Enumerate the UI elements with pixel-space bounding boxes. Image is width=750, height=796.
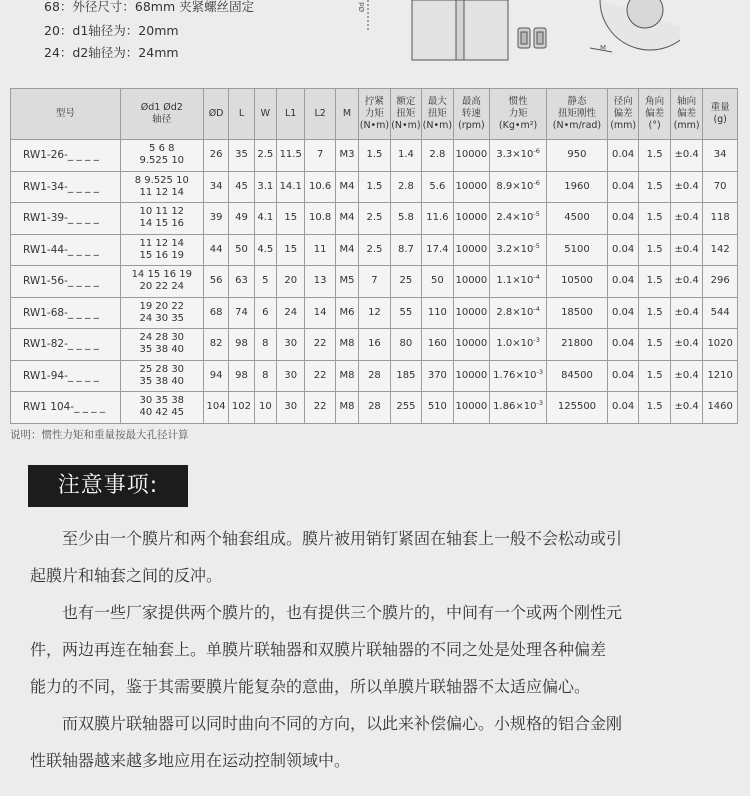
cell-m: M4 — [335, 171, 358, 203]
bore-size-line: 5 6 8 — [149, 143, 175, 155]
cell-l2: 13 — [305, 266, 335, 298]
cell-model: RW1-94-_ _ _ _ — [11, 360, 121, 392]
cell-axial-deviation: ±0.4 — [670, 392, 702, 424]
cell-od: 44 — [203, 234, 228, 266]
spec-d2-bore: 24：d2轴径为：24mm — [44, 45, 179, 60]
bore-size-line: 9.525 10 — [139, 155, 185, 167]
spec-d1-bore: 20：d1轴径为：20mm — [44, 23, 179, 38]
coupling-drawing — [350, 0, 680, 88]
header-m: M — [335, 89, 358, 140]
cell-l1: 30 — [276, 392, 304, 424]
cell-model: RW1-68-_ _ _ _ — [11, 297, 121, 329]
table-row — [11, 297, 738, 329]
cell-static-stiffness: 1960 — [547, 171, 608, 203]
cell-max-speed: 10000 — [453, 171, 490, 203]
bore-size-line: 30 35 38 — [139, 395, 185, 407]
cell-l2: 10.8 — [305, 203, 335, 235]
spec-outer-diameter: 68：外径尺寸：68mm 夹紧螺丝固定 — [44, 0, 255, 14]
cell-static-stiffness: 125500 — [547, 392, 608, 424]
cell-weight: 34 — [703, 140, 738, 172]
paragraph-line: 能力的不同，鉴于其需要膜片能复杂的意曲，所以单膜片联轴器不太适应偏心。 — [30, 677, 591, 696]
cell-static-stiffness: 4500 — [547, 203, 608, 235]
table-row — [11, 392, 738, 424]
cell-bore-sizes — [120, 392, 203, 424]
cell-bore-sizes — [120, 140, 203, 172]
table-row — [11, 234, 738, 266]
cell-l2: 11 — [305, 234, 335, 266]
cell-angular-deviation: 1.5 — [639, 140, 670, 172]
table-row — [11, 266, 738, 298]
cell-max-torque: 370 — [422, 360, 453, 392]
table-row — [11, 140, 738, 172]
cell-angular-deviation: 1.5 — [639, 203, 670, 235]
header-angular: 角向 偏差 (°) — [639, 89, 670, 140]
cell-static-stiffness: 18500 — [547, 297, 608, 329]
cell-max-torque: 510 — [422, 392, 453, 424]
cell-rated-torque: 2.8 — [390, 171, 421, 203]
cell-rated-torque: 8.7 — [390, 234, 421, 266]
header-axial: 轴向 偏差 (mm) — [670, 89, 702, 140]
cell-max-speed: 10000 — [453, 329, 490, 361]
header-od: ØD — [203, 89, 228, 140]
cell-tightening-torque: 7 — [359, 266, 390, 298]
inertia-base: 1.86×10 — [493, 401, 537, 413]
cell-l: 98 — [229, 329, 254, 361]
cell-tightening-torque: 16 — [359, 329, 390, 361]
cell-tightening-torque: 28 — [359, 360, 390, 392]
cell-angular-deviation: 1.5 — [639, 171, 670, 203]
cell-od: 39 — [203, 203, 228, 235]
paragraph-line: 至少由一个膜片和两个轴套组成。膜片被用销钉紧固在轴套上一般不会松动或引 — [30, 529, 623, 548]
cell-rated-torque: 25 — [390, 266, 421, 298]
cell-w: 2.5 — [254, 140, 276, 172]
cell-m: M5 — [335, 266, 358, 298]
cell-l1: 15 — [276, 234, 304, 266]
table-header-row — [11, 89, 738, 140]
cell-l: 102 — [229, 392, 254, 424]
cell-weight: 70 — [703, 171, 738, 203]
cell-bore-sizes — [120, 266, 203, 298]
cell-axial-deviation: ±0.4 — [670, 297, 702, 329]
cell-l: 98 — [229, 360, 254, 392]
cell-angular-deviation: 1.5 — [639, 297, 670, 329]
cell-axial-deviation: ±0.4 — [670, 234, 702, 266]
cell-radial-deviation: 0.04 — [607, 329, 638, 361]
cell-max-torque: 2.8 — [422, 140, 453, 172]
bore-size-line: 11 12 14 — [139, 186, 185, 198]
bore-size-line: 24 30 35 — [139, 312, 185, 324]
coupling-end-view — [590, 0, 680, 52]
cell-model: RW1-82-_ _ _ _ — [11, 329, 121, 361]
spec-table — [10, 88, 738, 424]
cell-m: M4 — [335, 234, 358, 266]
inertia-exponent: -5 — [533, 210, 540, 219]
inertia-base: 3.2×10 — [496, 243, 534, 255]
cell-od: 34 — [203, 171, 228, 203]
inertia-base: 1.1×10 — [496, 275, 534, 287]
cell-rated-torque: 255 — [390, 392, 421, 424]
inertia-exponent: -4 — [533, 304, 540, 313]
notice-paragraph-2 — [30, 594, 730, 705]
cell-axial-deviation: ±0.4 — [670, 360, 702, 392]
inertia-exponent: -6 — [533, 147, 540, 156]
inertia-base: 1.0×10 — [496, 338, 534, 350]
dimension-label-m: M — [600, 44, 607, 52]
bore-size-line: 11 12 14 — [139, 237, 185, 249]
cell-static-stiffness: 950 — [547, 140, 608, 172]
coupling-side-view — [358, 0, 546, 60]
cell-l1: 11.5 — [276, 140, 304, 172]
cell-inertia — [490, 171, 547, 203]
cell-l2: 14 — [305, 297, 335, 329]
cell-tightening-torque: 28 — [359, 392, 390, 424]
cell-static-stiffness: 5100 — [547, 234, 608, 266]
header-bore: Ød1 Ød2 轴径 — [120, 89, 203, 140]
cell-l: 74 — [229, 297, 254, 329]
notice-heading-box — [28, 465, 188, 507]
header-w: W — [254, 89, 276, 140]
inertia-exponent: -5 — [533, 241, 540, 250]
cell-l1: 20 — [276, 266, 304, 298]
cell-w: 5 — [254, 266, 276, 298]
cell-inertia — [490, 392, 547, 424]
cell-weight: 118 — [703, 203, 738, 235]
cell-l1: 30 — [276, 360, 304, 392]
header-max-speed: 最高 转速 (rpm) — [453, 89, 490, 140]
cell-od: 68 — [203, 297, 228, 329]
cell-tightening-torque: 2.5 — [359, 203, 390, 235]
notice-paragraph-1 — [30, 520, 730, 594]
header-rated-torque: 额定 扭矩 (N•m) — [390, 89, 421, 140]
cell-weight: 1020 — [703, 329, 738, 361]
table-note: 说明：惯性力矩和重量按最大孔径计算 — [10, 429, 189, 441]
cell-static-stiffness: 84500 — [547, 360, 608, 392]
cell-weight: 296 — [703, 266, 738, 298]
cell-model: RW1-39-_ _ _ _ — [11, 203, 121, 235]
cell-radial-deviation: 0.04 — [607, 203, 638, 235]
cell-angular-deviation: 1.5 — [639, 266, 670, 298]
cell-m: M8 — [335, 360, 358, 392]
inertia-exponent: -4 — [533, 273, 540, 282]
cell-w: 6 — [254, 297, 276, 329]
cell-radial-deviation: 0.04 — [607, 360, 638, 392]
cell-radial-deviation: 0.04 — [607, 297, 638, 329]
header-l: L — [229, 89, 254, 140]
paragraph-line: 而双膜片联轴器可以同时曲向不同的方向，以此来补偿偏心。小规格的铝合金刚 — [30, 714, 623, 733]
cell-rated-torque: 55 — [390, 297, 421, 329]
cell-od: 82 — [203, 329, 228, 361]
cell-w: 4.5 — [254, 234, 276, 266]
cell-angular-deviation: 1.5 — [639, 329, 670, 361]
cell-max-torque: 110 — [422, 297, 453, 329]
cell-axial-deviation: ±0.4 — [670, 203, 702, 235]
cell-inertia — [490, 360, 547, 392]
cell-l: 35 — [229, 140, 254, 172]
header-radial: 径向 偏差 (mm) — [607, 89, 638, 140]
top-spec-area — [0, 0, 750, 88]
inertia-exponent: -6 — [533, 178, 540, 187]
table-body — [11, 140, 738, 424]
cell-l2: 7 — [305, 140, 335, 172]
table-row — [11, 329, 738, 361]
cell-model: RW1-34-_ _ _ _ — [11, 171, 121, 203]
bore-size-line: 14 15 16 19 — [131, 269, 192, 281]
cell-od: 26 — [203, 140, 228, 172]
cell-tightening-torque: 2.5 — [359, 234, 390, 266]
cell-model: RW1-56-_ _ _ _ — [11, 266, 121, 298]
paragraph-line: 起膜片和轴套之间的反冲。 — [30, 566, 223, 585]
cell-weight: 1210 — [703, 360, 738, 392]
table-row — [11, 171, 738, 203]
cell-m: M6 — [335, 297, 358, 329]
cell-max-speed: 10000 — [453, 360, 490, 392]
inertia-base: 1.76×10 — [493, 369, 537, 381]
cell-bore-sizes — [120, 171, 203, 203]
cell-bore-sizes — [120, 234, 203, 266]
inertia-exponent: -3 — [536, 399, 544, 408]
cell-radial-deviation: 0.04 — [607, 234, 638, 266]
cell-static-stiffness: 21800 — [547, 329, 608, 361]
header-static-stiffness: 静态 扭矩刚性 (N•m/rad) — [547, 89, 608, 140]
table-row — [11, 203, 738, 235]
bore-size-line: 35 38 40 — [139, 344, 185, 356]
inertia-base: 2.8×10 — [496, 306, 534, 318]
cell-max-speed: 10000 — [453, 392, 490, 424]
cell-rated-torque: 185 — [390, 360, 421, 392]
cell-model: RW1-26-_ _ _ _ — [11, 140, 121, 172]
cell-l1: 15 — [276, 203, 304, 235]
cell-rated-torque: 1.4 — [390, 140, 421, 172]
header-inertia: 惯性 力矩 (Kg•m²) — [490, 89, 547, 140]
cell-l: 63 — [229, 266, 254, 298]
bore-size-line: 25 28 30 — [139, 363, 185, 375]
bore-size-line: 19 20 22 — [139, 300, 185, 312]
bore-size-line: 24 28 30 — [139, 332, 185, 344]
cell-max-speed: 10000 — [453, 234, 490, 266]
inertia-base: 3.3×10 — [496, 149, 534, 161]
cell-max-speed: 10000 — [453, 297, 490, 329]
cell-tightening-torque: 1.5 — [359, 171, 390, 203]
cell-l: 45 — [229, 171, 254, 203]
header-max-torque: 最大 扭矩 (N•m) — [422, 89, 453, 140]
cell-bore-sizes — [120, 203, 203, 235]
cell-inertia — [490, 329, 547, 361]
cell-max-speed: 10000 — [453, 266, 490, 298]
bore-size-line: 35 38 40 — [139, 375, 185, 387]
paragraph-line: 也有一些厂家提供两个膜片的，也有提供三个膜片的，中间有一个或两个刚性元 — [30, 603, 623, 622]
cell-radial-deviation: 0.04 — [607, 140, 638, 172]
cell-max-torque: 11.6 — [422, 203, 453, 235]
cell-w: 8 — [254, 329, 276, 361]
cell-axial-deviation: ±0.4 — [670, 266, 702, 298]
cell-weight: 142 — [703, 234, 738, 266]
cell-m: M8 — [335, 329, 358, 361]
cell-l1: 24 — [276, 297, 304, 329]
cell-axial-deviation: ±0.4 — [670, 140, 702, 172]
cell-angular-deviation: 1.5 — [639, 392, 670, 424]
cell-l2: 22 — [305, 329, 335, 361]
cell-w: 10 — [254, 392, 276, 424]
cell-w: 3.1 — [254, 171, 276, 203]
bore-size-line: 40 42 45 — [139, 407, 185, 419]
cell-l2: 10.6 — [305, 171, 335, 203]
cell-l2: 22 — [305, 392, 335, 424]
header-model: 型号 — [11, 89, 121, 140]
cell-m: M8 — [335, 392, 358, 424]
cell-bore-sizes — [120, 329, 203, 361]
cell-max-torque: 17.4 — [422, 234, 453, 266]
cell-inertia — [490, 140, 547, 172]
bore-size-line: 15 16 19 — [139, 249, 185, 261]
cell-inertia — [490, 266, 547, 298]
bore-size-line: 14 15 16 — [139, 218, 185, 230]
cell-l1: 30 — [276, 329, 304, 361]
cell-axial-deviation: ±0.4 — [670, 329, 702, 361]
paragraph-line: 性联轴器越来越多地应用在运动控制领域中。 — [30, 751, 351, 770]
header-l2: L2 — [305, 89, 335, 140]
cell-m: M3 — [335, 140, 358, 172]
cell-static-stiffness: 10500 — [547, 266, 608, 298]
cell-model: RW1-44-_ _ _ _ — [11, 234, 121, 266]
cell-max-torque: 5.6 — [422, 171, 453, 203]
cell-w: 8 — [254, 360, 276, 392]
cell-od: 104 — [203, 392, 228, 424]
header-weight: 重量 (g) — [703, 89, 738, 140]
cell-max-speed: 10000 — [453, 140, 490, 172]
cell-w: 4.1 — [254, 203, 276, 235]
cell-inertia — [490, 203, 547, 235]
paragraph-line: 件，两边再连在轴套上。单膜片联轴器和双膜片联轴器的不同之处是处理各种偏差 — [30, 640, 607, 659]
cell-l: 50 — [229, 234, 254, 266]
table-row — [11, 360, 738, 392]
cell-tightening-torque: 1.5 — [359, 140, 390, 172]
cell-inertia — [490, 234, 547, 266]
header-tightening-torque: 拧紧 力矩 (N•m) — [359, 89, 390, 140]
cell-rated-torque: 80 — [390, 329, 421, 361]
cell-radial-deviation: 0.04 — [607, 171, 638, 203]
cell-radial-deviation: 0.04 — [607, 266, 638, 298]
cell-rated-torque: 5.8 — [390, 203, 421, 235]
cell-inertia — [490, 297, 547, 329]
cell-tightening-torque: 12 — [359, 297, 390, 329]
cell-l2: 22 — [305, 360, 335, 392]
cell-l: 49 — [229, 203, 254, 235]
cell-m: M4 — [335, 203, 358, 235]
bore-size-line: 10 11 12 — [139, 206, 185, 218]
bore-size-line: 20 22 24 — [139, 281, 185, 293]
dimension-label-d: Ød — [358, 2, 366, 12]
notice-title: 注意事项: — [57, 473, 159, 498]
cell-weight: 1460 — [703, 392, 738, 424]
cell-axial-deviation: ±0.4 — [670, 171, 702, 203]
notice-paragraph-3 — [30, 705, 730, 779]
cell-bore-sizes — [120, 360, 203, 392]
cell-max-torque: 50 — [422, 266, 453, 298]
inertia-exponent: -3 — [536, 367, 544, 376]
cell-weight: 544 — [703, 297, 738, 329]
cell-od: 56 — [203, 266, 228, 298]
cell-l1: 14.1 — [276, 171, 304, 203]
bore-size-line: 8 9.525 10 — [134, 174, 189, 186]
cell-bore-sizes — [120, 297, 203, 329]
cell-angular-deviation: 1.5 — [639, 234, 670, 266]
cell-angular-deviation: 1.5 — [639, 360, 670, 392]
cell-radial-deviation: 0.04 — [607, 392, 638, 424]
cell-max-speed: 10000 — [453, 203, 490, 235]
header-l1: L1 — [276, 89, 304, 140]
inertia-base: 2.4×10 — [496, 212, 534, 224]
cell-model: RW1 104-_ _ _ _ — [11, 392, 121, 424]
cell-od: 94 — [203, 360, 228, 392]
inertia-base: 8.9×10 — [496, 180, 534, 192]
inertia-exponent: -3 — [533, 336, 540, 345]
cell-max-torque: 160 — [422, 329, 453, 361]
